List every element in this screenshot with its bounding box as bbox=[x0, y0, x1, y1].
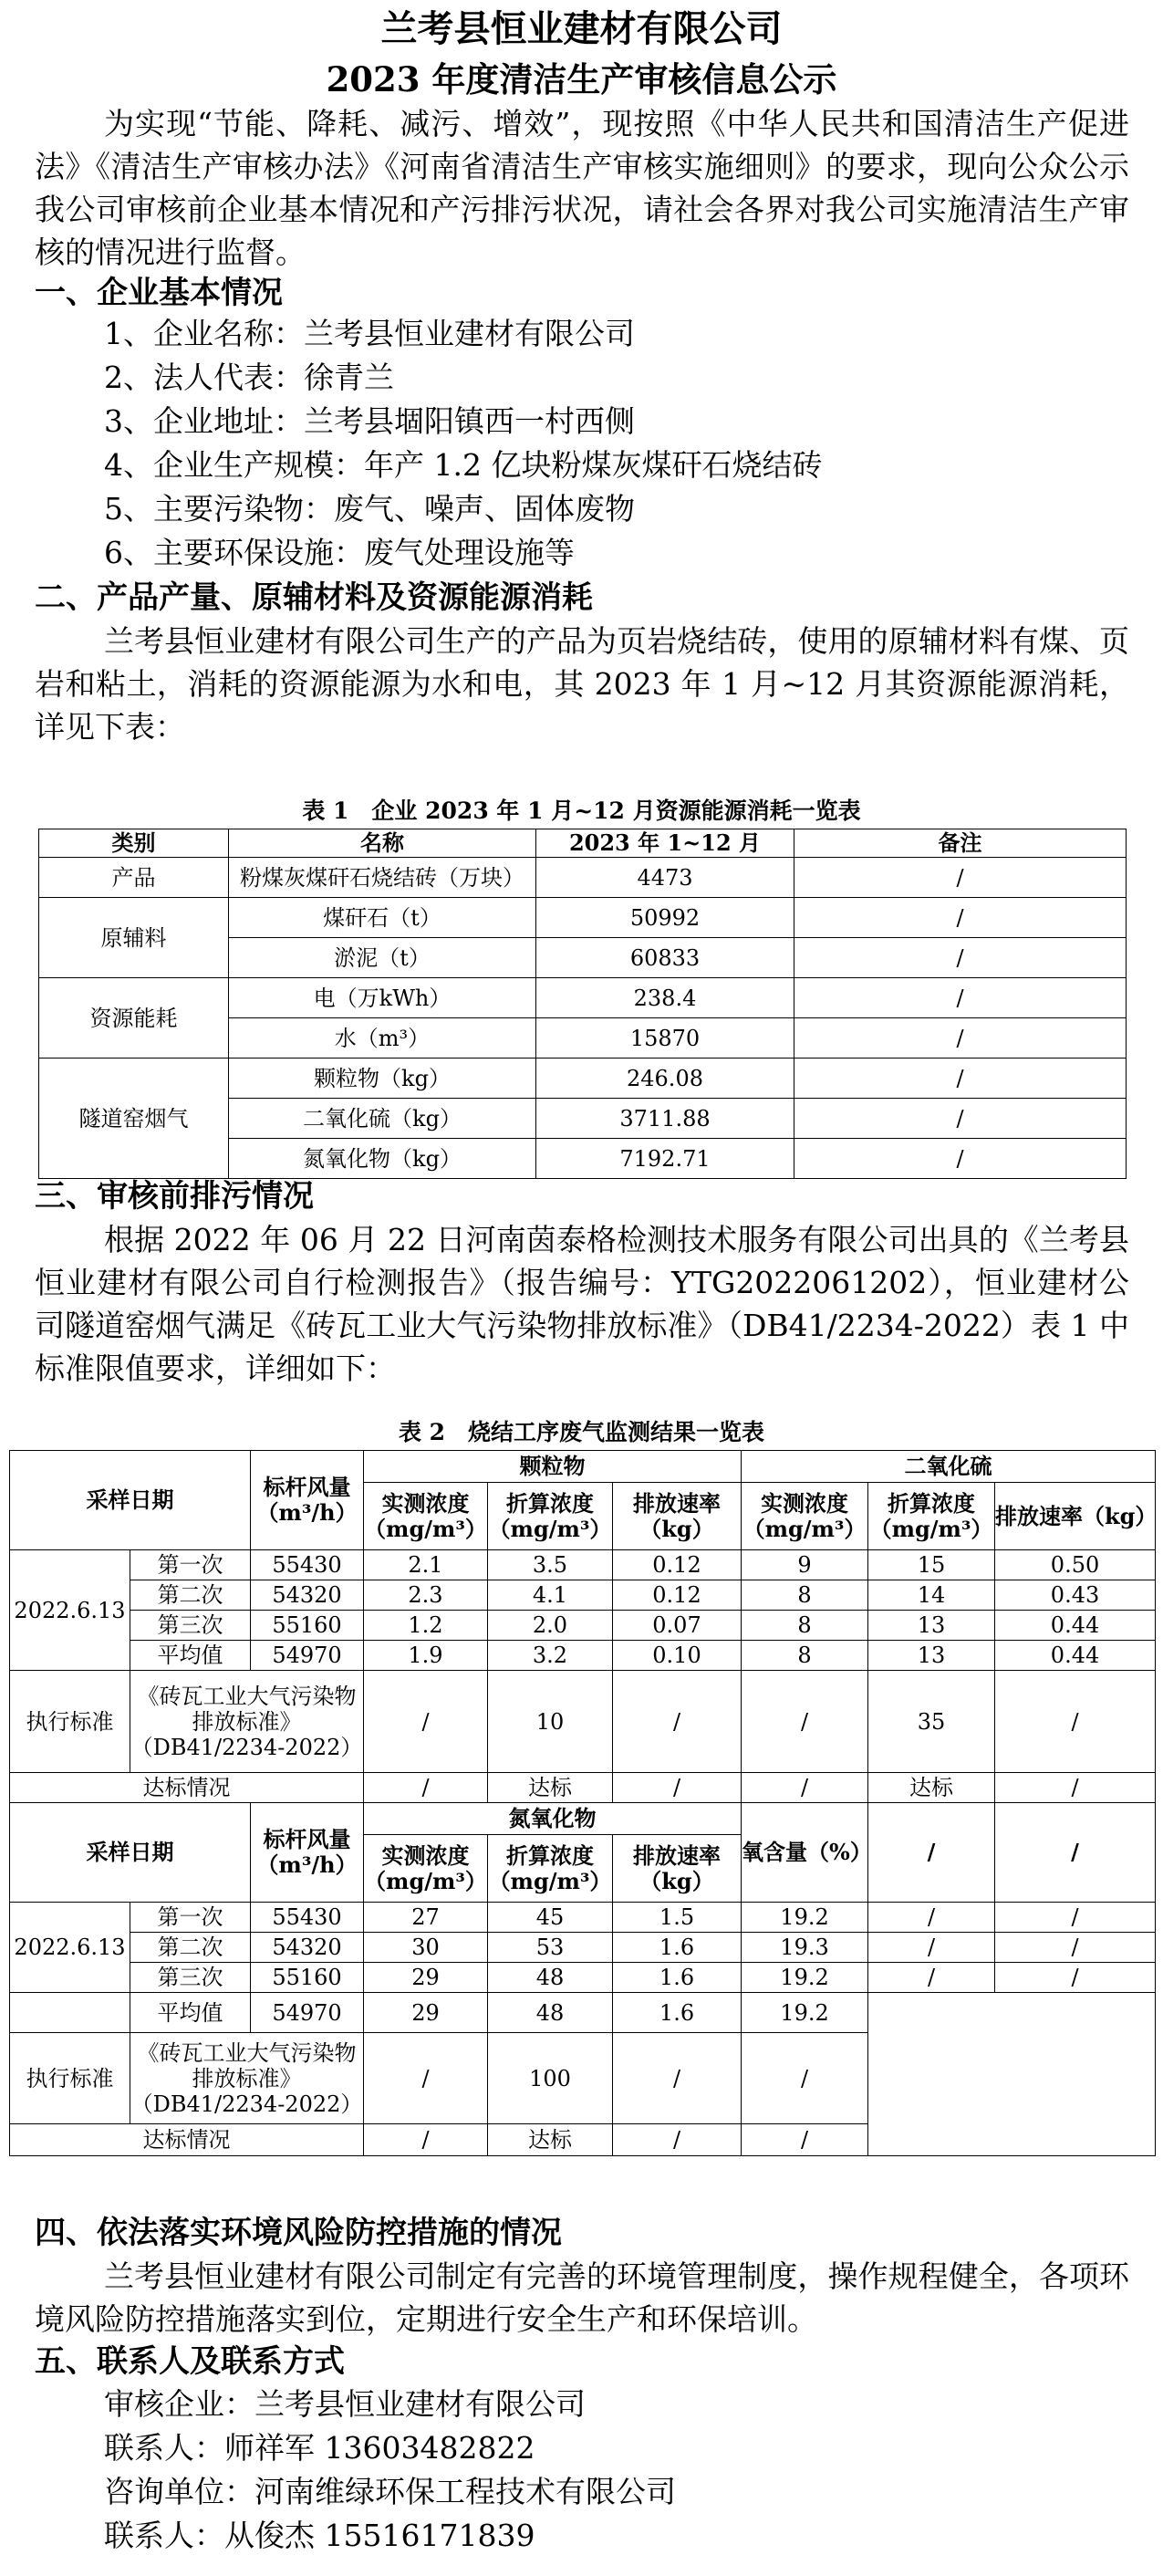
t2-cell: 48 bbox=[488, 1963, 613, 1993]
t2-cell: 达标 bbox=[488, 1773, 613, 1803]
t2-cell: 2.3 bbox=[364, 1580, 488, 1611]
section-4-heading: 四、依法落实环境风险防控措施的情况 bbox=[35, 2215, 562, 2251]
t2-header-slash: / bbox=[995, 1803, 1156, 1903]
t2-header-row-a1 bbox=[10, 1451, 1156, 1483]
table-1-caption: 表 1 企业 2023 年 1 月~12 月资源能源消耗一览表 bbox=[302, 798, 861, 824]
t2-cell: / bbox=[364, 1773, 488, 1803]
section-1-heading: 一、企业基本情况 bbox=[35, 275, 283, 311]
t2-cell: / bbox=[742, 2033, 868, 2124]
t1-cell-note: / bbox=[794, 1018, 1127, 1059]
t2-compliance-label: 达标情况 bbox=[10, 2124, 364, 2156]
t1-cell-value: 246.08 bbox=[536, 1059, 794, 1099]
t2-header-measured: 实测浓度（mg/m³） bbox=[364, 1483, 488, 1550]
t2-cell: 19.2 bbox=[742, 1993, 868, 2033]
t2-cell: 达标 bbox=[868, 1773, 995, 1803]
t2-header-rate: 排放速率（kg） bbox=[613, 1483, 742, 1550]
t2-cell: / bbox=[364, 2033, 488, 2124]
table-2 bbox=[9, 1450, 1156, 2156]
t2-header-date: 采样日期 bbox=[10, 1803, 251, 1903]
t2-cell: 9 bbox=[742, 1550, 868, 1580]
t1-cell-name: 电（万kWh） bbox=[229, 978, 536, 1018]
t2-cell: 0.12 bbox=[613, 1580, 742, 1611]
t2-cell: 35 bbox=[868, 1671, 995, 1773]
t1-cell-name: 煤矸石（t） bbox=[229, 898, 536, 938]
table-row bbox=[39, 1059, 1127, 1099]
table-1 bbox=[38, 829, 1127, 1179]
t1-cell-name: 淤泥（t） bbox=[229, 938, 536, 978]
t1-cell-value: 15870 bbox=[536, 1018, 794, 1059]
t2-std-name: 《砖瓦工业大气污染物排放标准》（DB41/2234-2022） bbox=[130, 1671, 364, 1773]
document-subtitle: 2023 年度清洁生产审核信息公示 bbox=[326, 59, 837, 99]
t2-header-nox: 氮氧化物 bbox=[364, 1803, 742, 1835]
s5-contact-1: 联系人：师祥军 13603482822 bbox=[104, 2430, 535, 2466]
t2-cell: 54320 bbox=[251, 1580, 364, 1611]
t2-cell: 15 bbox=[868, 1550, 995, 1580]
t1-header-period: 2023 年 1~12 月 bbox=[536, 829, 794, 858]
t2-cell: 2.1 bbox=[364, 1550, 488, 1580]
t2-cell: 8 bbox=[742, 1611, 868, 1641]
table-row bbox=[10, 1903, 1156, 1933]
t1-cell-name: 二氧化硫（kg） bbox=[229, 1099, 536, 1139]
intro-paragraph: 为实现“节能、降耗、减污、增效”，现按照《中华人民共和国清洁生产促进法》《清洁生产审核办法》《河南省清洁生产审核实施细则》的要求，现向公众公示我公司审核前企业基本情况和产污排污状况，请社会各界对我公司实施清洁生产审核的情况进行监督。 bbox=[35, 106, 1129, 270]
t2-cell: / bbox=[995, 1671, 1156, 1773]
t1-cell-value: 3711.88 bbox=[536, 1099, 794, 1139]
t2-cell: 54320 bbox=[251, 1933, 364, 1963]
t2-cell: 0.43 bbox=[995, 1580, 1156, 1611]
t2-cell: 19.3 bbox=[742, 1933, 868, 1963]
section-5-heading: 五、联系人及联系方式 bbox=[35, 2343, 345, 2380]
t1-cell-note: / bbox=[794, 858, 1127, 898]
t2-date: 2022.6.13 bbox=[10, 1903, 130, 1993]
s5-contact-2: 联系人：从俊杰 15516171839 bbox=[104, 2518, 535, 2553]
t2-cell: 10 bbox=[488, 1671, 613, 1773]
t2-header-converted: 折算浓度（mg/m³） bbox=[488, 1835, 613, 1903]
t2-header-o2: 氧含量（%） bbox=[742, 1803, 868, 1903]
t2-cell: / bbox=[613, 2033, 742, 2124]
t2-cell: 第三次 bbox=[130, 1611, 251, 1641]
s1-item-5: 5、主要污染物：废气、噪声、固体废物 bbox=[104, 491, 635, 527]
t2-cell: 1.6 bbox=[613, 1963, 742, 1993]
t2-cell: / bbox=[742, 1671, 868, 1773]
t1-cell-name: 水（m³） bbox=[229, 1018, 536, 1059]
t1-cell-note: / bbox=[794, 1139, 1127, 1179]
s1-item-3: 3、企业地址：兰考县堌阳镇西一村西侧 bbox=[104, 403, 635, 439]
t2-cell: 55430 bbox=[251, 1903, 364, 1933]
t2-cell: / bbox=[868, 1903, 995, 1933]
document-title: 兰考县恒业建材有限公司 bbox=[380, 7, 783, 50]
t2-header-so2: 二氧化硫 bbox=[742, 1451, 1156, 1483]
t1-cell-value: 60833 bbox=[536, 938, 794, 978]
t2-cell: 19.2 bbox=[742, 1903, 868, 1933]
t1-cell-name: 粉煤灰煤矸石烧结砖（万块） bbox=[229, 858, 536, 898]
section-2-heading: 二、产品产量、原辅材料及资源能源消耗 bbox=[35, 579, 593, 616]
t1-group-energy: 资源能耗 bbox=[39, 978, 229, 1059]
t2-cell: / bbox=[995, 1933, 1156, 1963]
t1-cell-value: 238.4 bbox=[536, 978, 794, 1018]
t2-cell: 48 bbox=[488, 1993, 613, 2033]
table-row bbox=[10, 1611, 1156, 1641]
t1-cell-note: / bbox=[794, 938, 1127, 978]
s5-consulting-company: 咨询单位：河南维绿环保工程技术有限公司 bbox=[104, 2474, 676, 2509]
s5-audit-company: 审核企业：兰考县恒业建材有限公司 bbox=[104, 2386, 586, 2422]
t2-cell: 0.10 bbox=[613, 1641, 742, 1671]
s1-item-1: 1、企业名称：兰考县恒业建材有限公司 bbox=[104, 316, 635, 351]
table-row bbox=[39, 858, 1127, 898]
t2-cell: 平均值 bbox=[130, 1641, 251, 1671]
t2-cell: 45 bbox=[488, 1903, 613, 1933]
t1-cell-name: 氮氧化物（kg） bbox=[229, 1139, 536, 1179]
t2-cell: 达标 bbox=[488, 2124, 613, 2156]
t2-header-measured: 实测浓度（mg/m³） bbox=[742, 1483, 868, 1550]
t2-cell: 3.5 bbox=[488, 1550, 613, 1580]
t2-cell: 100 bbox=[488, 2033, 613, 2124]
t2-header-pm: 颗粒物 bbox=[364, 1451, 742, 1483]
t2-cell: / bbox=[995, 1773, 1156, 1803]
t2-empty-cell bbox=[868, 1993, 1156, 2156]
t2-cell: 30 bbox=[364, 1933, 488, 1963]
t2-standard-row-a bbox=[10, 1671, 1156, 1773]
t2-date: 2022.6.13 bbox=[10, 1550, 130, 1671]
t2-header-converted: 折算浓度（mg/m³） bbox=[488, 1483, 613, 1550]
t2-header-date: 采样日期 bbox=[10, 1451, 251, 1550]
table-1-header-row bbox=[39, 829, 1127, 858]
t2-header-flow: 标杆风量（m³/h） bbox=[251, 1803, 364, 1903]
t2-cell: / bbox=[364, 1671, 488, 1773]
t2-cell: 55430 bbox=[251, 1550, 364, 1580]
t2-header-row-b1 bbox=[10, 1803, 1156, 1835]
table-row bbox=[10, 1641, 1156, 1671]
table-row bbox=[10, 1993, 1156, 2033]
t2-cell: / bbox=[742, 1773, 868, 1803]
t2-cell: 27 bbox=[364, 1903, 488, 1933]
t2-cell: 0.12 bbox=[613, 1550, 742, 1580]
t2-std-label: 执行标准 bbox=[10, 1671, 130, 1773]
section-3-heading: 三、审核前排污情况 bbox=[35, 1178, 314, 1215]
t1-header-name: 名称 bbox=[229, 829, 536, 858]
t2-cell: 1.2 bbox=[364, 1611, 488, 1641]
t1-cell-name: 颗粒物（kg） bbox=[229, 1059, 536, 1099]
t2-cell: 1.6 bbox=[613, 1933, 742, 1963]
s1-item-2: 2、法人代表：徐青兰 bbox=[104, 360, 394, 395]
t1-group-raw: 原辅料 bbox=[39, 898, 229, 978]
t2-compliance-row-a bbox=[10, 1773, 1156, 1803]
table-row bbox=[39, 898, 1127, 938]
t2-cell: 第二次 bbox=[130, 1580, 251, 1611]
t2-cell: / bbox=[868, 1933, 995, 1963]
t2-cell: / bbox=[613, 2124, 742, 2156]
t1-cell-note: / bbox=[794, 978, 1127, 1018]
t2-cell: 0.07 bbox=[613, 1611, 742, 1641]
t2-cell: 第三次 bbox=[130, 1963, 251, 1993]
t1-group-flue: 隧道窑烟气 bbox=[39, 1059, 229, 1179]
t2-header-converted: 折算浓度（mg/m³） bbox=[868, 1483, 995, 1550]
t2-cell: 54970 bbox=[251, 1641, 364, 1671]
t2-cell: 29 bbox=[364, 1963, 488, 1993]
t2-cell: 第一次 bbox=[130, 1550, 251, 1580]
t2-cell: 13 bbox=[868, 1611, 995, 1641]
t1-cell-note: / bbox=[794, 898, 1127, 938]
t2-header-slash: / bbox=[868, 1803, 995, 1903]
table-row bbox=[10, 1963, 1156, 1993]
t2-std-label: 执行标准 bbox=[10, 2033, 130, 2124]
t2-cell: 第二次 bbox=[130, 1933, 251, 1963]
t2-cell: 8 bbox=[742, 1580, 868, 1611]
t2-cell: 第一次 bbox=[130, 1903, 251, 1933]
t2-empty-cell bbox=[10, 1993, 130, 2033]
t2-std-name: 《砖瓦工业大气污染物排放标准》（DB41/2234-2022） bbox=[130, 2033, 364, 2124]
table-row bbox=[10, 1580, 1156, 1611]
t2-cell: 19.2 bbox=[742, 1963, 868, 1993]
t1-group-product: 产品 bbox=[39, 858, 229, 898]
t2-cell: 0.44 bbox=[995, 1611, 1156, 1641]
t2-header-measured: 实测浓度（mg/m³） bbox=[364, 1835, 488, 1903]
section-3-paragraph: 根据 2022 年 06 月 22 日河南茵泰格检测技术服务有限公司出具的《兰考县恒业建材有限公司自行检测报告》（报告编号：YTG2022061202），恒业建材公司隧道窑烟气满足《砖瓦工业大气污染物排放标准》（DB41/2234-2022）表 1 中标准限值要求，详细如下： bbox=[35, 1222, 1129, 1386]
t2-cell: / bbox=[995, 1903, 1156, 1933]
t2-cell: 8 bbox=[742, 1641, 868, 1671]
t2-header-flow: 标杆风量（m³/h） bbox=[251, 1451, 364, 1550]
t2-cell: / bbox=[868, 1963, 995, 1993]
t2-cell: 55160 bbox=[251, 1963, 364, 1993]
t2-cell: 55160 bbox=[251, 1611, 364, 1641]
t2-cell: 13 bbox=[868, 1641, 995, 1671]
t2-cell: / bbox=[995, 1963, 1156, 1993]
section-2-paragraph: 兰考县恒业建材有限公司生产的产品为页岩烧结砖，使用的原辅材料有煤、页岩和粘土，消耗的资源能源为水和电，其 2023 年 1 月~12 月其资源能源消耗，详见下表： bbox=[35, 623, 1129, 745]
t2-cell: 0.50 bbox=[995, 1550, 1156, 1580]
t2-cell: 53 bbox=[488, 1933, 613, 1963]
s1-item-6: 6、主要环保设施：废气处理设施等 bbox=[104, 535, 575, 570]
table-2-caption: 表 2 烧结工序废气监测结果一览表 bbox=[398, 1419, 765, 1445]
t2-cell: 4.1 bbox=[488, 1580, 613, 1611]
t2-cell: 2.0 bbox=[488, 1611, 613, 1641]
t1-cell-note: / bbox=[794, 1059, 1127, 1099]
t2-header-rate: 排放速率（kg） bbox=[613, 1835, 742, 1903]
t2-cell: / bbox=[364, 2124, 488, 2156]
t1-cell-value: 50992 bbox=[536, 898, 794, 938]
table-row bbox=[10, 1550, 1156, 1580]
t2-cell: 29 bbox=[364, 1993, 488, 2033]
t2-cell: 平均值 bbox=[130, 1993, 251, 2033]
t2-cell: 1.9 bbox=[364, 1641, 488, 1671]
t2-cell: 1.6 bbox=[613, 1993, 742, 2033]
t2-cell: / bbox=[742, 2124, 868, 2156]
t1-cell-value: 7192.71 bbox=[536, 1139, 794, 1179]
t2-cell: 0.44 bbox=[995, 1641, 1156, 1671]
t1-cell-note: / bbox=[794, 1099, 1127, 1139]
t2-cell: / bbox=[613, 1773, 742, 1803]
table-row bbox=[10, 1933, 1156, 1963]
t2-cell: / bbox=[613, 1671, 742, 1773]
section-4-paragraph: 兰考县恒业建材有限公司制定有完善的环境管理制度，操作规程健全，各项环境风险防控措施落实到位，定期进行安全生产和环保培训。 bbox=[35, 2258, 1129, 2337]
t1-header-note: 备注 bbox=[794, 829, 1127, 858]
t2-cell: 3.2 bbox=[488, 1641, 613, 1671]
t2-compliance-label: 达标情况 bbox=[10, 1773, 364, 1803]
t1-cell-value: 4473 bbox=[536, 858, 794, 898]
t2-cell: 14 bbox=[868, 1580, 995, 1611]
t2-cell: 1.5 bbox=[613, 1903, 742, 1933]
t2-cell: 54970 bbox=[251, 1993, 364, 2033]
table-row bbox=[39, 978, 1127, 1018]
s1-item-4: 4、企业生产规模：年产 1.2 亿块粉煤灰煤矸石烧结砖 bbox=[104, 447, 823, 483]
t2-header-rate: 排放速率（kg） bbox=[995, 1483, 1156, 1550]
t1-header-category: 类别 bbox=[39, 829, 229, 858]
